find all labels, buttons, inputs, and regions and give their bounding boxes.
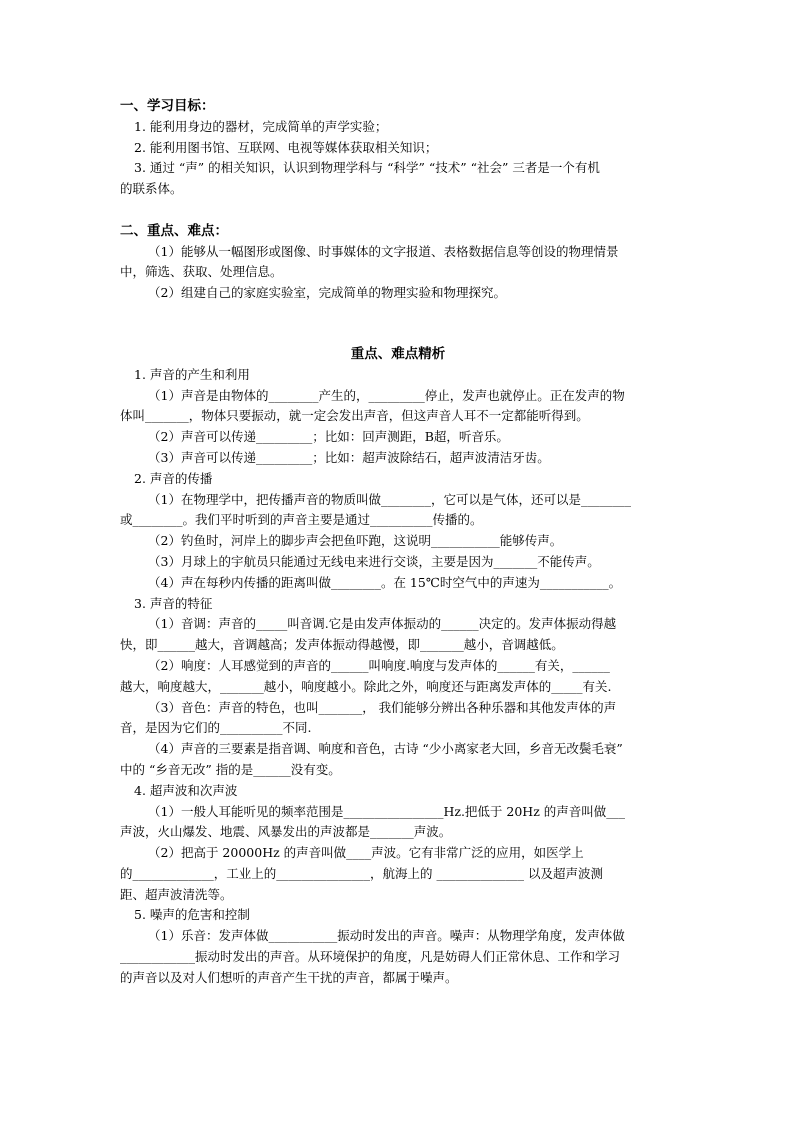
topic-line: （4）声音的三要素是指音调、响度和音色，古诗 “少小离家老大回，乡音无改鬓毛衰” bbox=[148, 741, 623, 757]
section-title-learning-goals: 一、学习目标： bbox=[120, 98, 215, 114]
spacer bbox=[120, 200, 676, 221]
topic-line: 越大，响度越大，_______越小，响度越小。除此之外，响度还与距离发声体的_____有关. bbox=[120, 678, 612, 694]
topic-line: （3）月球上的宇航员只能通过无线电来进行交谈，主要是因为_______不能传声。 bbox=[148, 553, 600, 569]
key-point-item: （2）组建自己的家庭实验室，完成简单的物理实验和物理探究。 bbox=[148, 285, 506, 301]
goal-item: 3. 通过 “声” 的相关知识，认识到物理学科与 “科学” “技术” “社会” 三者是一个有机 bbox=[134, 160, 600, 176]
topic-line: （4）声在每秒内传播的距离叫做________。在 15℃时空气中的声速为___________。 bbox=[148, 574, 622, 590]
key-point-item-continued: 中，筛选、获取、处理信息。 bbox=[120, 264, 283, 280]
topic-line: 体叫_______，物体只要振动，就一定会发出声音，但这声音人耳不一定都能听得到。 bbox=[120, 408, 589, 424]
topic-line: （2）把高于 20000Hz 的声音叫做____声波。它有非常广泛的应用，如医学上 bbox=[148, 845, 584, 861]
topic-line: 或________。我们平时听到的声音主要是通过__________传播的。 bbox=[120, 512, 483, 528]
topic-line: （2）响度：人耳感觉到的声音的______叫响度.响度与发声体的______有关，______ bbox=[148, 657, 610, 673]
topic-title-sound-production: 1. 声音的产生和利用 bbox=[134, 366, 250, 382]
topic-line: （2）钓鱼时，河岸上的脚步声会把鱼吓跑，这说明___________能够传声。 bbox=[148, 533, 563, 549]
topic-line: 音，是因为它们的__________不同. bbox=[120, 720, 312, 736]
analysis-title: 重点、难点精析 bbox=[350, 345, 446, 362]
spacer bbox=[120, 304, 676, 344]
topic-line: （1）在物理学中，把传播声音的物质叫做________，它可以是气体，还可以是________ bbox=[148, 491, 631, 507]
topic-line: 中的 “乡音无改” 指的是______没有变。 bbox=[120, 761, 341, 777]
section-title-key-points: 二、重点、难点： bbox=[120, 222, 228, 239]
goal-item-continued: 的联系体。 bbox=[120, 181, 183, 197]
topic-line: ____________振动时发出的声音。从环境保护的角度，凡是妨碍人们正常休息、工作和学习 bbox=[120, 949, 621, 965]
topic-title-noise-control: 5. 噪声的危害和控制 bbox=[134, 907, 250, 923]
topic-line: （3）音色：声音的特色，也叫_______， 我们能够分辨出各种乐器和其他发声体的声 bbox=[148, 699, 617, 715]
topic-line: 快，即______越大，音调越高；发声体振动得越慢，即_______越小，音调越低。 bbox=[120, 637, 564, 653]
topic-title-sound-propagation: 2. 声音的传播 bbox=[134, 470, 213, 486]
topic-line: （1）声音是由物体的________产生的，_________停止，发声也就停止。正在发声的物 bbox=[148, 387, 625, 403]
topic-line: 声波，火山爆发、地震、风暴发出的声波都是_______声波。 bbox=[120, 824, 452, 840]
topic-line: 的_____________，工业上的_______________，航海上的 ______________ 以及超声波测 bbox=[120, 865, 603, 881]
topic-line: （1）乐音：发声体做___________振动时发出的声音。噪声：从物理学角度，发声体做 bbox=[148, 928, 625, 944]
topic-line: （2）声音可以传递_________；比如：回声测距，B超，听音乐。 bbox=[148, 429, 509, 445]
goal-item: 1. 能利用身边的器材，完成简单的声学实验； bbox=[134, 118, 388, 134]
document-content bbox=[120, 96, 676, 989]
topic-line: 距、超声波清洗等。 bbox=[120, 886, 233, 902]
key-point-item: （1）能够从一幅图形或图像、时事媒体的文字报道、表格数据信息等创设的物理情景 bbox=[148, 243, 619, 259]
topic-line: （1）一般人耳能听见的频率范围是________________Hz.把低于 20Hz 的声音叫做___ bbox=[148, 803, 626, 819]
topic-title-sound-features: 3. 声音的特征 bbox=[134, 595, 213, 611]
topic-line: （3）声音可以传递_________；比如：超声波除结石，超声波清洁牙齿。 bbox=[148, 449, 550, 465]
goal-item: 2. 能利用图书馆、互联网、电视等媒体获取相关知识； bbox=[134, 139, 438, 155]
topic-line: 的声音以及对人们想听的声音产生干扰的声音，都属于噪声。 bbox=[120, 969, 458, 985]
topic-line: （1）音调：声音的_____叫音调.它是由发声体振动的______决定的。发声体振动得越 bbox=[148, 616, 617, 632]
topic-title-ultrasound-infrasound: 4. 超声波和次声波 bbox=[134, 782, 238, 798]
